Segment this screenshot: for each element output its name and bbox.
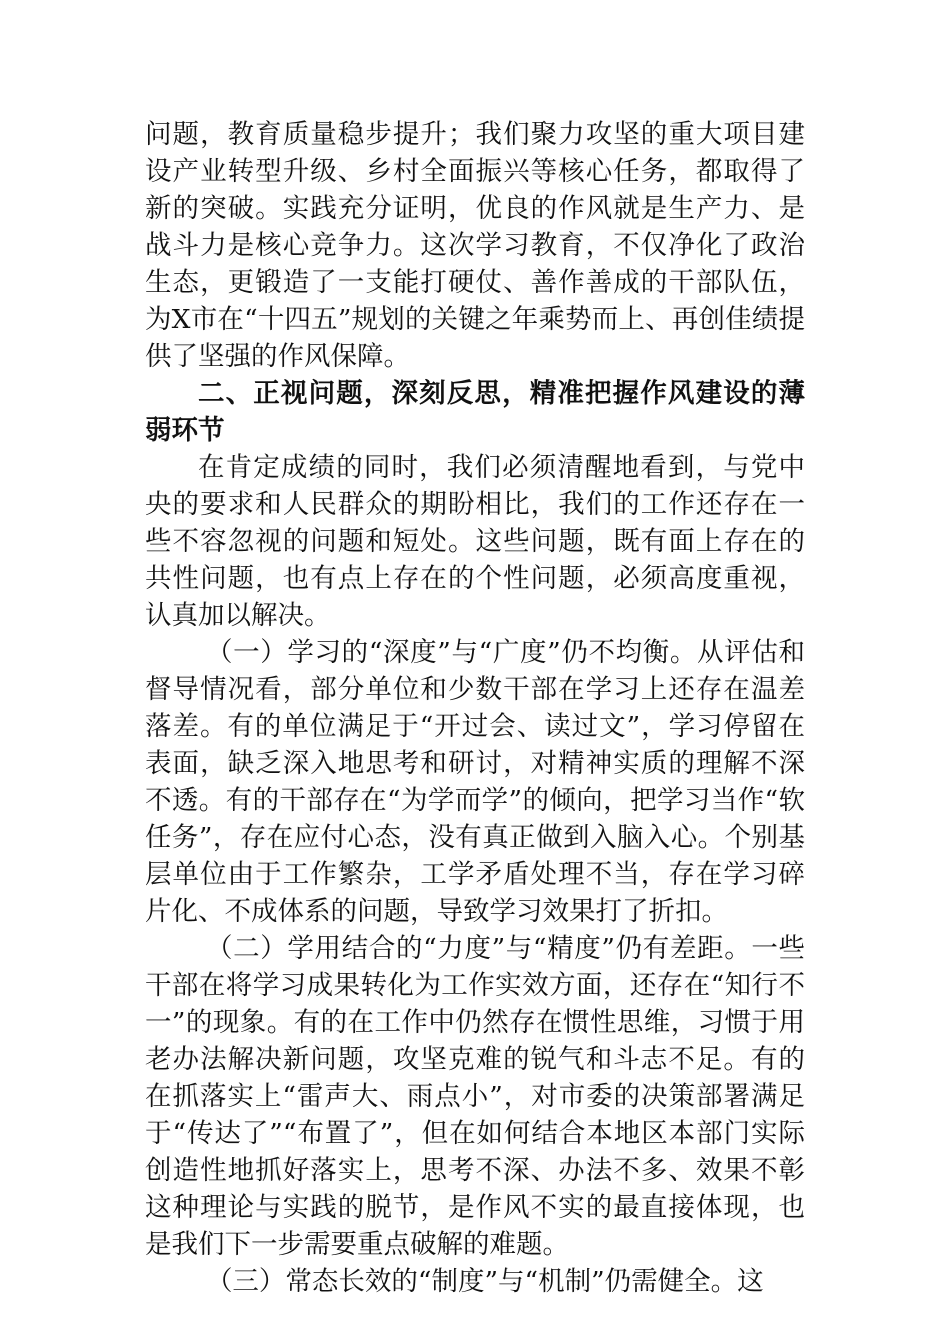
document-body (145, 116, 805, 1300)
paragraph-subsection-2: （二）学用结合的“力度”与“精度”仍有差距。一些干部在将学习成果转化为工作实效方面，还存在“知行不一”的现象。有的在工作中仍然存在惯性思维，习惯于用老办法解决新问题，攻坚克难的锐气和斗志不足。有的在抓落实上“雷声大、雨点小”，对市委的决策部署满足于“传达了”“布置了”，但在如何结合本地区本部门实际创造性地抓好落实上，思考不深、办法不多、效果不彰这种理论与实践的脱节，是作风不实的最直接体现，也是我们下一步需要重点破解的难题。 (145, 933, 805, 1260)
paragraph-continuation: 问题，教育质量稳步提升；我们聚力攻坚的重大项目建设产业转型升级、乡村全面振兴等核心任务，都取得了新的突破。实践充分证明，优良的作风就是生产力、是战斗力是核心竞争力。这次学习教育，不仅净化了政治生态，更锻造了一支能打硬仗、善作善成的干部队伍，为X市在“十四五”规划的关键之年乘势而上、再创佳绩提供了坚强的作风保障。 (145, 119, 805, 372)
paragraph-subsection-3: （三）常态长效的“制度”与“机制”仍需健全。这 (205, 1266, 764, 1297)
paragraph-subsection-1: （一）学习的“深度”与“广度”仍不均衡。从评估和督导情况看，部分单位和少数干部在学习上还存在温差落差。有的单位满足于“开过会、读过文”，学习停留在表面，缺乏深入地思考和研讨，对精神实质的理解不深不透。有的干部存在“为学而学”的倾向，把学习当作“软任务”，存在应付心态，没有真正做到入脑入心。个别基层单位由于工作繁杂，工学矛盾处理不当，存在学习碎片化、不成体系的问题，导致学习效果打了折扣。 (145, 637, 805, 927)
paragraph-intro: 在肯定成绩的同时，我们必须清醒地看到，与党中央的要求和人民群众的期盼相比，我们的工作还存在一些不容忽视的问题和短处。这些问题，既有面上存在的共性问题，也有点上存在的个性问题，必须高度重视，认真加以解决。 (145, 452, 805, 631)
section-heading: 二、正视问题，深刻反思，精准把握作风建设的薄弱环节 (145, 378, 805, 446)
